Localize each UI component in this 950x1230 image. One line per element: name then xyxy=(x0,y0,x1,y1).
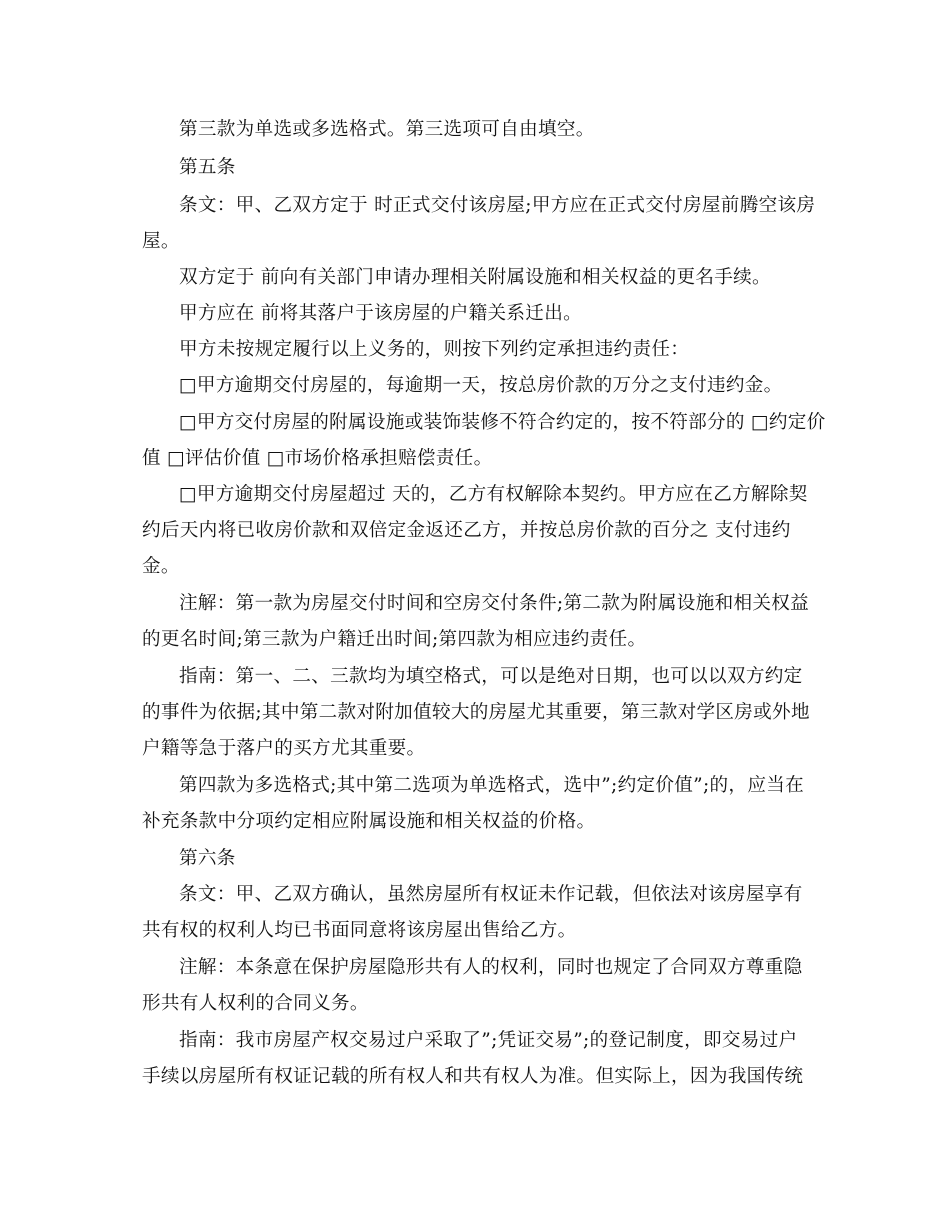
text-line: 约后天内将已收房价款和双倍定金返还乙方，并按总房价款的百分之 支付违约 xyxy=(142,520,791,541)
checkbox-clause: □甲方逾期交付房屋超过 天的，乙方有权解除本契约。甲方应在乙方解除契 xyxy=(179,484,808,505)
checkbox-clause: □甲方交付房屋的附属设施或装饰装修不符合约定的，按不符部分的 □约定价 xyxy=(179,412,826,433)
text-line: 甲方未按规定履行以上义务的，则按下列约定承担违约责任： xyxy=(179,339,690,360)
text-line: 金。 xyxy=(142,556,180,577)
text-line: 的更名时间;第三款为户籍迁出时间;第四款为相应违约责任。 xyxy=(142,629,647,650)
text-line: 条文：甲、乙双方定于 时正式交付该房屋;甲方应在正式交付房屋前腾空该房 xyxy=(179,195,816,216)
checkbox-clause: □甲方逾期交付房屋的，每逾期一天，按总房价款的万分之支付违约金。 xyxy=(179,375,783,396)
text-line: 屋。 xyxy=(142,231,180,252)
text-line: 双方定于 前向有关部门申请办理相关附属设施和相关权益的更名手续。 xyxy=(179,267,771,288)
text-line: 指南：第一、二、三款均为填空格式，可以是绝对日期，也可以以双方约定 xyxy=(179,666,803,687)
text-line: 值 □评估价值 □市场价格承担赔偿责任。 xyxy=(142,448,493,469)
text-line: 条文：甲、乙双方确认，虽然房屋所有权证未作记载，但依法对该房屋享有 xyxy=(179,884,803,905)
text-line: 补充条款中分项约定相应附属设施和相关权益的价格。 xyxy=(142,811,596,832)
text-line: 形共有人权利的合同义务。 xyxy=(142,993,369,1014)
text-line: 甲方应在 前将其落户于该房屋的户籍关系迁出。 xyxy=(179,303,582,324)
text-line: 共有权的权利人均已书面同意将该房屋出售给乙方。 xyxy=(142,920,577,941)
text-line: 户籍等急于落户的买方尤其重要。 xyxy=(142,738,426,759)
text-line: 注解：第一款为房屋交付时间和空房交付条件;第二款为附属设施和相关权益 xyxy=(179,593,810,614)
text-line: 指南：我市房屋产权交易过户采取了”;凭证交易”;的登记制度，即交易过户 xyxy=(179,1030,798,1051)
text-line: 注解：本条意在保护房屋隐形共有人的权利，同时也规定了合同双方尊重隐 xyxy=(179,957,803,978)
text-line: 手续以房屋所有权证记载的所有权人和共有权人为准。但实际上，因为我国传统 xyxy=(142,1066,804,1087)
section-heading: 第六条 xyxy=(179,848,236,869)
text-line: 第三款为单选或多选格式。第三选项可自由填空。 xyxy=(179,119,595,140)
section-heading: 第五条 xyxy=(179,157,236,178)
text-line: 第四款为多选格式;其中第二选项为单选格式，选中”;约定价值”;的，应当在 xyxy=(179,775,805,796)
text-line: 的事件为依据;其中第二款对附加值较大的房屋尤其重要，第三款对学区房或外地 xyxy=(142,702,810,723)
